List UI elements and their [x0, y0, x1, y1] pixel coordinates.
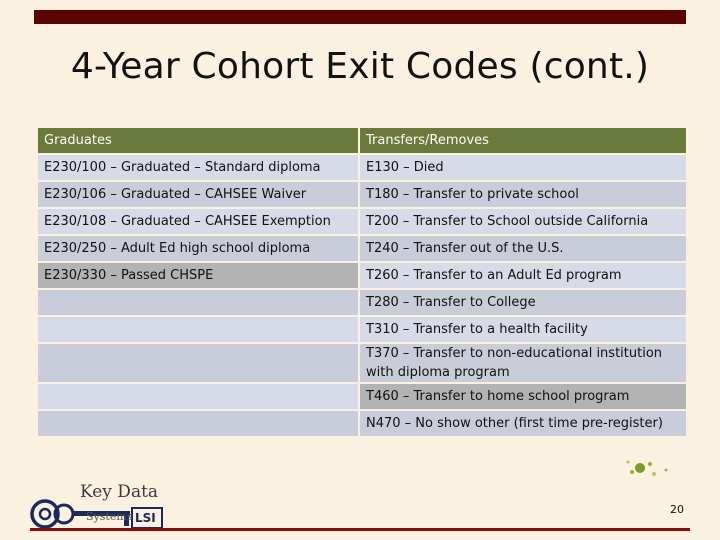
transfers-cell: E130 – Died [360, 155, 686, 180]
logo-text-key-data: Key Data [80, 482, 159, 502]
graduates-cell: E230/250 – Adult Ed high school diploma [38, 236, 358, 261]
graduates-cell [38, 344, 358, 382]
table-row [38, 411, 686, 436]
graduates-cell: E230/106 – Graduated – CAHSEE Waiver [38, 182, 358, 207]
top-accent-bar [34, 10, 686, 24]
graduates-cell: E230/108 – Graduated – CAHSEE Exemption [38, 209, 358, 234]
graduates-cell [38, 411, 358, 436]
table-row [38, 155, 686, 180]
header-transfers-removes: Transfers/Removes [360, 128, 686, 153]
decorative-dots-icon [620, 458, 684, 482]
transfers-cell: T310 – Transfer to a health facility [360, 317, 686, 342]
graduates-cell [38, 384, 358, 409]
transfers-cell: T240 – Transfer out of the U.S. [360, 236, 686, 261]
page-number: 20 [670, 503, 684, 516]
table-row [38, 384, 686, 409]
header-graduates: Graduates [38, 128, 358, 153]
graduates-cell: E230/100 – Graduated – Standard diploma [38, 155, 358, 180]
table-row [38, 209, 686, 234]
transfers-cell: T180 – Transfer to private school [360, 182, 686, 207]
table-row [38, 317, 686, 342]
table-row [38, 236, 686, 261]
table-header-row [38, 128, 686, 153]
transfers-cell: T260 – Transfer to an Adult Ed program [360, 263, 686, 288]
table-row [38, 263, 686, 288]
graduates-cell [38, 290, 358, 315]
graduates-cell [38, 317, 358, 342]
transfers-cell: T280 – Transfer to College [360, 290, 686, 315]
bottom-accent-line [30, 528, 690, 531]
transfers-cell: T460 – Transfer to home school program [360, 384, 686, 409]
table-row [38, 344, 686, 382]
transfers-cell: N470 – No show other (first time pre-register) [360, 411, 686, 436]
table-row [38, 290, 686, 315]
table-row [38, 182, 686, 207]
transfers-cell: T200 – Transfer to School outside California [360, 209, 686, 234]
transfers-cell: T370 – Transfer to non-educational institution with diploma program [360, 344, 686, 382]
slide-title: 4-Year Cohort Exit Codes (cont.) [70, 46, 650, 87]
logo-text-systems: Systems [86, 510, 133, 523]
exit-codes-table [36, 126, 688, 438]
key-data-systems-logo [28, 480, 168, 532]
graduates-cell: E230/330 – Passed CHSPE [38, 263, 358, 288]
logo-mark-lsi: LSI [135, 511, 156, 525]
